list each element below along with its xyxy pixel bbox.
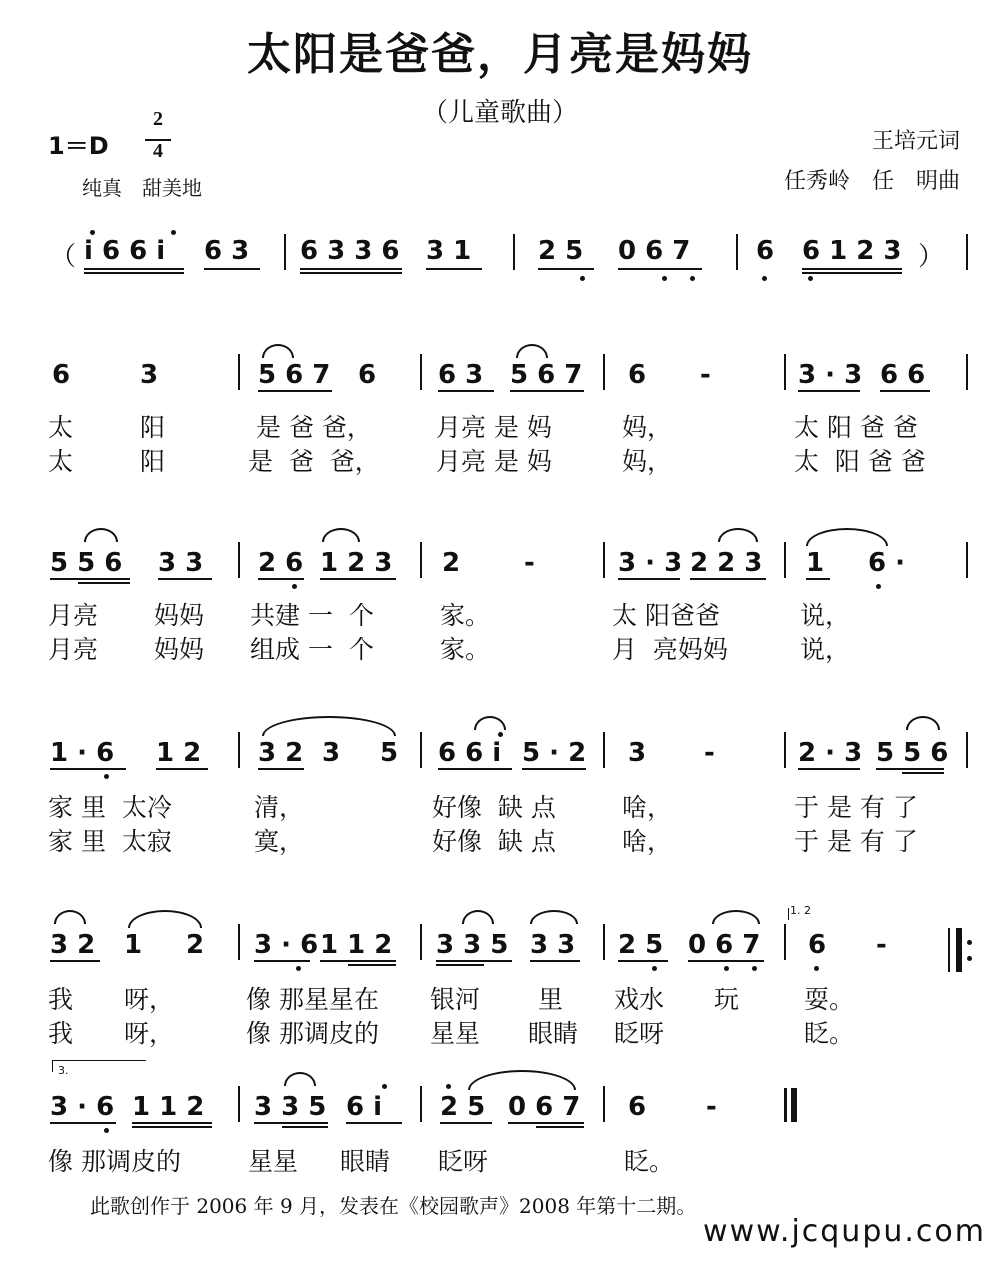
beam — [618, 268, 702, 270]
beam — [50, 578, 130, 580]
volta-bracket — [52, 1060, 146, 1061]
note: 3 3 — [530, 930, 576, 960]
lyric: 太 阳 爸 爸 — [794, 447, 926, 476]
beam — [438, 390, 494, 392]
barline — [513, 234, 515, 270]
lyric: 阳 — [140, 447, 166, 476]
barline — [784, 732, 786, 768]
beam — [426, 268, 482, 270]
note: 3 — [140, 360, 159, 390]
note: 6 6 — [880, 360, 926, 390]
lyric: 月亮 是 妈 — [436, 447, 552, 476]
lyric: 眨呀 — [438, 1147, 489, 1176]
octave-dot — [690, 276, 695, 281]
song-subtitle: （儿童歌曲） — [421, 98, 578, 128]
lyric: 于 是 有 了 — [794, 793, 918, 822]
note: 1 — [124, 930, 143, 960]
barline — [603, 542, 605, 578]
score-line-3 — [0, 728, 1000, 928]
beam — [84, 272, 184, 274]
repeat-end-thick-bar — [956, 928, 962, 972]
beam — [618, 578, 680, 580]
beam — [440, 1122, 492, 1124]
lyric: 眨呀 — [614, 1019, 665, 1048]
intro-close-paren: ） — [918, 242, 945, 272]
octave-dot — [104, 774, 109, 779]
lyric: 妈， — [622, 413, 673, 442]
note: 2 6 — [258, 548, 304, 578]
beam — [254, 960, 310, 962]
lyric: 月 亮妈妈 — [612, 635, 728, 664]
barline — [603, 924, 605, 960]
octave-dot — [104, 1128, 109, 1133]
beam — [282, 1126, 328, 1128]
barline — [966, 542, 968, 578]
beam — [902, 772, 944, 774]
note: 3 — [322, 738, 341, 768]
volta-bracket — [788, 908, 789, 920]
lyric: 啥， — [622, 827, 673, 856]
score-line-5 — [0, 1064, 1000, 1280]
beam — [132, 1122, 212, 1124]
barline — [603, 1086, 605, 1122]
note: 3 3 — [158, 548, 204, 578]
note: 1 1 2 — [320, 930, 393, 960]
lyric: 眼睛 — [528, 1019, 579, 1048]
barline — [784, 354, 786, 390]
note: 2 2 3 — [690, 548, 763, 578]
barline — [238, 1086, 240, 1122]
lyric: 玩 — [714, 985, 740, 1014]
key-signature: 1＝D — [48, 132, 109, 160]
beam — [346, 1122, 402, 1124]
octave-dot — [814, 966, 819, 971]
beam — [522, 768, 586, 770]
lyric: 好像 缺 点 — [432, 793, 556, 822]
final-barline-thick — [791, 1088, 797, 1122]
barline — [784, 542, 786, 578]
lyric: 月亮 — [48, 601, 99, 630]
note: 2 5 — [618, 930, 664, 960]
beam — [320, 960, 396, 962]
barline — [736, 234, 738, 270]
octave-dot — [498, 732, 503, 737]
lyric: 妈妈 — [154, 601, 205, 630]
beam — [132, 1126, 212, 1128]
lyric: 耍。 — [804, 985, 855, 1014]
lyric: 寞， — [254, 827, 305, 856]
note: 6 3 — [438, 360, 484, 390]
lyricist-credit: 王培元词 — [871, 129, 960, 154]
barline — [238, 354, 240, 390]
beam — [258, 768, 304, 770]
lyric: 像 那调皮的 — [246, 1019, 379, 1048]
lyric: 是 爸 爸， — [248, 447, 380, 476]
note: 5 6 7 — [258, 360, 331, 390]
note: 2 — [186, 930, 205, 960]
note: 1 · 6 — [50, 738, 115, 768]
octave-dot — [171, 230, 176, 235]
barline — [784, 924, 786, 960]
octave-dot — [580, 276, 585, 281]
lyric: 清， — [254, 793, 305, 822]
barline — [238, 924, 240, 960]
lyric: 眼睛 — [340, 1147, 391, 1176]
lyric: 月亮 — [48, 635, 99, 664]
note: 3 · 6 — [50, 1092, 115, 1122]
intro-open-paren: （ — [50, 242, 77, 272]
score-line-2 — [0, 538, 1000, 738]
beam — [876, 768, 944, 770]
barline — [238, 732, 240, 768]
beam — [438, 768, 512, 770]
beam — [50, 1122, 116, 1124]
time-signature-bottom: 4 — [153, 140, 163, 162]
note: 6 · — [868, 548, 906, 578]
intro-notes-2a: 6 3 3 6 — [300, 236, 400, 266]
lyric: 家。 — [440, 635, 491, 664]
lyric: 太 — [48, 447, 74, 476]
beam — [258, 578, 304, 580]
note: 3 3 5 — [436, 930, 509, 960]
beam — [320, 578, 396, 580]
lyric: 眨。 — [804, 1019, 855, 1048]
lyric: 阳 — [140, 413, 166, 442]
barline — [603, 732, 605, 768]
tempo-marking: 纯真 甜美地 — [82, 176, 202, 200]
beam — [510, 390, 584, 392]
beam — [798, 768, 860, 770]
note: 3 · 3 — [618, 548, 683, 578]
repeat-end-thin-bar — [948, 928, 950, 972]
lyric: 我 — [48, 985, 74, 1014]
note: 5 6 7 — [510, 360, 583, 390]
octave-dot — [762, 276, 767, 281]
note: 6 — [808, 930, 827, 960]
note: 6 i — [346, 1092, 383, 1122]
song-title: 太阳是爸爸，月亮是妈妈 — [247, 29, 753, 80]
note: 6 — [358, 360, 377, 390]
lyric: 像 那星星在 — [246, 985, 379, 1014]
lyric: 说， — [800, 601, 851, 630]
beam — [690, 578, 766, 580]
beam — [158, 578, 212, 580]
volta-bracket — [52, 1060, 53, 1072]
publication-note: 此歌创作于 2006 年 9 月，发表在《校园歌声》2008 年第十二期。 — [90, 1194, 697, 1218]
octave-dot — [382, 1084, 387, 1089]
lyric: 像 那调皮的 — [48, 1147, 181, 1176]
lyric: 星星 — [248, 1147, 299, 1176]
lyric: 眨。 — [624, 1147, 675, 1176]
beam — [204, 268, 260, 270]
lyric: 月亮 是 妈 — [436, 413, 552, 442]
intro-notes-4a: 6 — [756, 236, 775, 266]
intro-notes-1b: 6 3 — [204, 236, 250, 266]
lyric: 于 是 有 了 — [794, 827, 918, 856]
lyric: 好像 缺 点 — [432, 827, 556, 856]
intro-notes-1a: i 6 6 i — [84, 236, 166, 266]
beam — [300, 272, 402, 274]
beam — [300, 268, 402, 270]
note: 2 5 — [440, 1092, 486, 1122]
octave-dot — [296, 966, 301, 971]
octave-dot — [724, 966, 729, 971]
barline — [966, 354, 968, 390]
octave-dot — [90, 230, 95, 235]
lyric: 家 里 太冷 — [48, 793, 172, 822]
intro-notes-3a: 2 5 — [538, 236, 584, 266]
beam — [618, 960, 668, 962]
beam — [84, 268, 184, 270]
note: - — [706, 1092, 717, 1122]
note: 5 5 6 — [876, 738, 949, 768]
beam — [538, 268, 594, 270]
note: 2 · 3 — [798, 738, 863, 768]
note: 6 — [628, 1092, 647, 1122]
beam — [50, 768, 126, 770]
beam — [258, 390, 332, 392]
barline — [420, 354, 422, 390]
note: 3 2 — [258, 738, 304, 768]
final-barline-thin — [784, 1088, 787, 1122]
note: 3 — [628, 738, 647, 768]
beam — [156, 768, 208, 770]
octave-dot — [752, 966, 757, 971]
note: 6 — [628, 360, 647, 390]
lyric: 银河 — [430, 985, 481, 1014]
lyric: 是 爸 爸， — [256, 413, 372, 442]
volta-label: 3. — [58, 1064, 69, 1077]
beam — [348, 964, 396, 966]
note: 3 2 — [50, 930, 96, 960]
octave-dot — [808, 276, 813, 281]
note: 5 5 6 — [50, 548, 123, 578]
intro-notes-3b: 0 6 7 — [618, 236, 691, 266]
lyric: 呀， — [124, 1019, 175, 1048]
intro-notes-2b: 3 1 — [426, 236, 472, 266]
note: 1 2 — [156, 738, 202, 768]
lyric: 说， — [800, 635, 851, 664]
octave-dot — [446, 1084, 451, 1089]
lyric: 戏水 — [614, 985, 665, 1014]
lyric: 里 — [538, 985, 564, 1014]
lyric: 组成 一 个 — [250, 635, 374, 664]
lyric: 妈， — [622, 447, 673, 476]
barline — [284, 234, 286, 270]
note: - — [704, 738, 715, 768]
note: 0 6 7 — [508, 1092, 581, 1122]
beam — [798, 390, 860, 392]
beam — [802, 268, 902, 270]
time-signature-top: 2 — [153, 108, 163, 130]
octave-dot — [292, 584, 297, 589]
octave-dot — [662, 276, 667, 281]
barline — [966, 732, 968, 768]
intro-notes-4b: 6 1 2 3 — [802, 236, 902, 266]
barline — [420, 1086, 422, 1122]
beam — [436, 964, 484, 966]
beam — [78, 582, 130, 584]
note: - — [524, 548, 535, 578]
repeat-dot — [967, 956, 972, 961]
note: 1 1 2 — [132, 1092, 205, 1122]
barline — [603, 354, 605, 390]
composer-credit: 任秀岭 任 明曲 — [783, 169, 960, 194]
lyric: 家 里 太寂 — [48, 827, 172, 856]
note: 3 3 5 — [254, 1092, 327, 1122]
note: - — [876, 930, 887, 960]
volta-label: 1. 2 — [790, 904, 811, 917]
beam — [880, 390, 930, 392]
lyric: 共建 一 个 — [250, 601, 374, 630]
beam — [688, 960, 764, 962]
note: 5 · 2 — [522, 738, 587, 768]
beam — [436, 960, 512, 962]
note: 5 — [380, 738, 399, 768]
note: 1 2 3 — [320, 548, 393, 578]
lyric: 啥， — [622, 793, 673, 822]
lyric: 太 阳 爸 爸 — [794, 413, 918, 442]
lyric: 太 — [48, 413, 74, 442]
lyric: 妈妈 — [154, 635, 205, 664]
note: 2 — [442, 548, 461, 578]
octave-dot — [652, 966, 657, 971]
beam — [50, 960, 100, 962]
lyric: 家。 — [440, 601, 491, 630]
note: - — [700, 360, 711, 390]
repeat-dot — [967, 940, 972, 945]
barline — [238, 542, 240, 578]
barline — [420, 924, 422, 960]
beam — [806, 578, 830, 580]
note: 1 — [806, 548, 825, 578]
note: 3 · 3 — [798, 360, 863, 390]
lyric: 我 — [48, 1019, 74, 1048]
note: 3 · 6 — [254, 930, 319, 960]
beam — [536, 1126, 584, 1128]
score-line-1 — [0, 350, 1000, 550]
note: 6 6 i — [438, 738, 502, 768]
lyric: 太 阳爸爸 — [612, 601, 720, 630]
beam — [802, 272, 902, 274]
beam — [254, 1122, 328, 1124]
barline — [420, 732, 422, 768]
beam — [508, 1122, 584, 1124]
beam — [530, 960, 580, 962]
note: 0 6 7 — [688, 930, 761, 960]
site-watermark: www.jcqupu.com — [703, 1214, 986, 1249]
lyric: 星星 — [430, 1019, 481, 1048]
barline — [420, 542, 422, 578]
lyric: 呀， — [124, 985, 175, 1014]
note: 6 — [52, 360, 71, 390]
barline — [966, 234, 968, 270]
octave-dot — [876, 584, 881, 589]
